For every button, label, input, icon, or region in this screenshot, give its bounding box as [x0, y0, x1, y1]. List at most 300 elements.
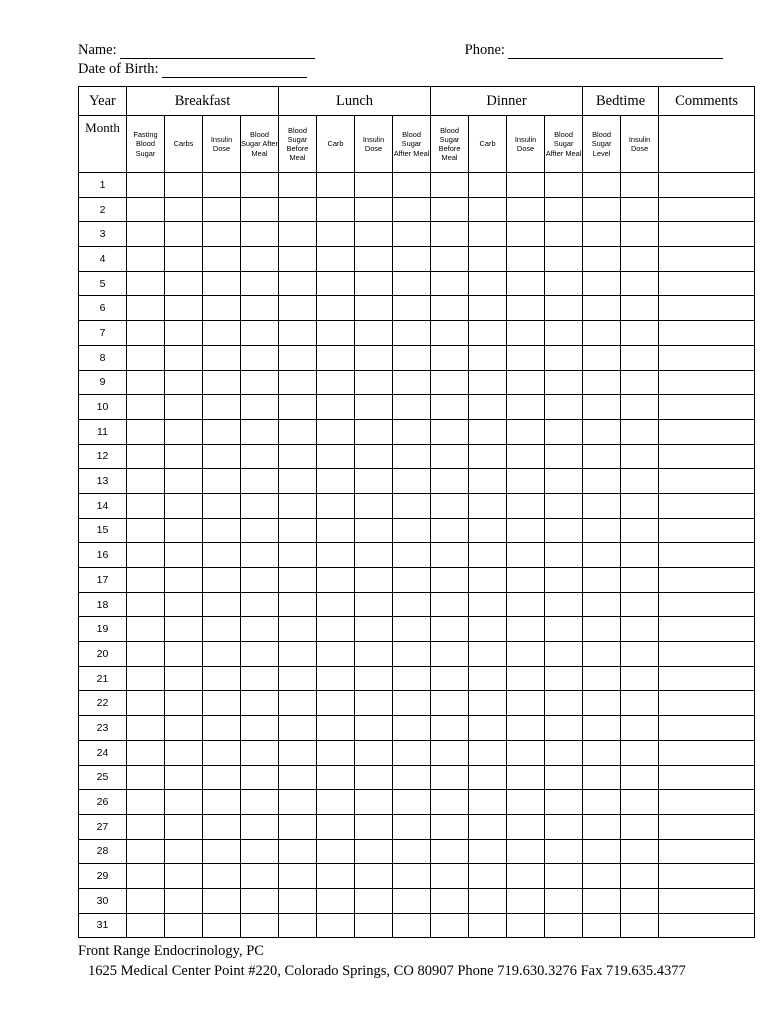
entry-cell[interactable] [241, 395, 279, 420]
entry-cell[interactable] [469, 469, 507, 494]
entry-cell[interactable] [355, 296, 393, 321]
entry-cell[interactable] [583, 444, 621, 469]
entry-cell[interactable] [127, 345, 165, 370]
entry-cell[interactable] [355, 691, 393, 716]
entry-cell[interactable] [583, 642, 621, 667]
entry-cell[interactable] [393, 419, 431, 444]
entry-cell[interactable] [241, 790, 279, 815]
entry-cell[interactable] [393, 864, 431, 889]
phone-input[interactable] [508, 46, 723, 59]
entry-cell[interactable] [241, 469, 279, 494]
entry-cell[interactable] [431, 444, 469, 469]
entry-cell[interactable] [279, 839, 317, 864]
entry-cell[interactable] [203, 345, 241, 370]
entry-cell[interactable] [241, 247, 279, 272]
entry-cell[interactable] [279, 543, 317, 568]
entry-cell[interactable] [241, 321, 279, 346]
entry-cell[interactable] [203, 888, 241, 913]
entry-cell[interactable] [659, 493, 755, 518]
entry-cell[interactable] [659, 913, 755, 938]
entry-cell[interactable] [583, 197, 621, 222]
entry-cell[interactable] [203, 222, 241, 247]
entry-cell[interactable] [279, 592, 317, 617]
entry-cell[interactable] [317, 543, 355, 568]
entry-cell[interactable] [317, 370, 355, 395]
entry-cell[interactable] [545, 493, 583, 518]
entry-cell[interactable] [659, 173, 755, 198]
entry-cell[interactable] [621, 642, 659, 667]
entry-cell[interactable] [507, 395, 545, 420]
entry-cell[interactable] [431, 493, 469, 518]
entry-cell[interactable] [165, 173, 203, 198]
entry-cell[interactable] [431, 666, 469, 691]
entry-cell[interactable] [355, 493, 393, 518]
entry-cell[interactable] [469, 790, 507, 815]
entry-cell[interactable] [241, 222, 279, 247]
entry-cell[interactable] [659, 888, 755, 913]
entry-cell[interactable] [659, 419, 755, 444]
entry-cell[interactable] [583, 222, 621, 247]
entry-cell[interactable] [431, 913, 469, 938]
entry-cell[interactable] [431, 296, 469, 321]
entry-cell[interactable] [355, 444, 393, 469]
entry-cell[interactable] [317, 222, 355, 247]
entry-cell[interactable] [583, 864, 621, 889]
entry-cell[interactable] [583, 839, 621, 864]
entry-cell[interactable] [241, 197, 279, 222]
entry-cell[interactable] [165, 740, 203, 765]
entry-cell[interactable] [165, 691, 203, 716]
entry-cell[interactable] [621, 839, 659, 864]
entry-cell[interactable] [469, 493, 507, 518]
entry-cell[interactable] [355, 345, 393, 370]
entry-cell[interactable] [393, 691, 431, 716]
entry-cell[interactable] [583, 296, 621, 321]
entry-cell[interactable] [165, 543, 203, 568]
entry-cell[interactable] [621, 814, 659, 839]
entry-cell[interactable] [317, 666, 355, 691]
entry-cell[interactable] [431, 173, 469, 198]
entry-cell[interactable] [165, 444, 203, 469]
entry-cell[interactable] [279, 740, 317, 765]
entry-cell[interactable] [469, 173, 507, 198]
entry-cell[interactable] [165, 839, 203, 864]
entry-cell[interactable] [469, 617, 507, 642]
entry-cell[interactable] [469, 888, 507, 913]
entry-cell[interactable] [355, 469, 393, 494]
entry-cell[interactable] [621, 864, 659, 889]
entry-cell[interactable] [165, 888, 203, 913]
entry-cell[interactable] [355, 790, 393, 815]
entry-cell[interactable] [621, 247, 659, 272]
entry-cell[interactable] [393, 296, 431, 321]
entry-cell[interactable] [279, 247, 317, 272]
entry-cell[interactable] [583, 568, 621, 593]
entry-cell[interactable] [583, 345, 621, 370]
entry-cell[interactable] [431, 321, 469, 346]
entry-cell[interactable] [469, 592, 507, 617]
entry-cell[interactable] [165, 395, 203, 420]
entry-cell[interactable] [621, 395, 659, 420]
entry-cell[interactable] [583, 321, 621, 346]
entry-cell[interactable] [279, 321, 317, 346]
entry-cell[interactable] [659, 345, 755, 370]
entry-cell[interactable] [393, 592, 431, 617]
entry-cell[interactable] [317, 617, 355, 642]
entry-cell[interactable] [317, 493, 355, 518]
entry-cell[interactable] [241, 543, 279, 568]
entry-cell[interactable] [165, 197, 203, 222]
entry-cell[interactable] [545, 814, 583, 839]
entry-cell[interactable] [203, 543, 241, 568]
entry-cell[interactable] [507, 814, 545, 839]
entry-cell[interactable] [317, 345, 355, 370]
entry-cell[interactable] [355, 864, 393, 889]
entry-cell[interactable] [507, 617, 545, 642]
entry-cell[interactable] [393, 716, 431, 741]
entry-cell[interactable] [241, 691, 279, 716]
entry-cell[interactable] [127, 864, 165, 889]
entry-cell[interactable] [165, 493, 203, 518]
entry-cell[interactable] [545, 642, 583, 667]
entry-cell[interactable] [203, 666, 241, 691]
entry-cell[interactable] [393, 543, 431, 568]
entry-cell[interactable] [659, 617, 755, 642]
entry-cell[interactable] [545, 543, 583, 568]
entry-cell[interactable] [431, 888, 469, 913]
entry-cell[interactable] [203, 814, 241, 839]
entry-cell[interactable] [127, 518, 165, 543]
entry-cell[interactable] [355, 247, 393, 272]
entry-cell[interactable] [583, 173, 621, 198]
entry-cell[interactable] [431, 543, 469, 568]
entry-cell[interactable] [545, 568, 583, 593]
entry-cell[interactable] [165, 568, 203, 593]
entry-cell[interactable] [393, 271, 431, 296]
entry-cell[interactable] [393, 345, 431, 370]
entry-cell[interactable] [583, 666, 621, 691]
entry-cell[interactable] [279, 716, 317, 741]
entry-cell[interactable] [507, 370, 545, 395]
entry-cell[interactable] [507, 173, 545, 198]
entry-cell[interactable] [507, 543, 545, 568]
entry-cell[interactable] [279, 617, 317, 642]
entry-cell[interactable] [355, 642, 393, 667]
entry-cell[interactable] [621, 790, 659, 815]
entry-cell[interactable] [241, 913, 279, 938]
entry-cell[interactable] [127, 592, 165, 617]
entry-cell[interactable] [431, 740, 469, 765]
entry-cell[interactable] [621, 296, 659, 321]
entry-cell[interactable] [431, 765, 469, 790]
entry-cell[interactable] [241, 740, 279, 765]
entry-cell[interactable] [469, 444, 507, 469]
entry-cell[interactable] [545, 271, 583, 296]
entry-cell[interactable] [203, 617, 241, 642]
entry-cell[interactable] [659, 395, 755, 420]
entry-cell[interactable] [469, 691, 507, 716]
entry-cell[interactable] [203, 444, 241, 469]
entry-cell[interactable] [621, 345, 659, 370]
entry-cell[interactable] [393, 666, 431, 691]
entry-cell[interactable] [431, 469, 469, 494]
entry-cell[interactable] [507, 493, 545, 518]
entry-cell[interactable] [507, 913, 545, 938]
entry-cell[interactable] [355, 271, 393, 296]
entry-cell[interactable] [127, 247, 165, 272]
entry-cell[interactable] [507, 296, 545, 321]
entry-cell[interactable] [545, 888, 583, 913]
entry-cell[interactable] [203, 469, 241, 494]
entry-cell[interactable] [127, 296, 165, 321]
entry-cell[interactable] [165, 419, 203, 444]
entry-cell[interactable] [393, 493, 431, 518]
entry-cell[interactable] [355, 740, 393, 765]
entry-cell[interactable] [393, 568, 431, 593]
entry-cell[interactable] [469, 321, 507, 346]
entry-cell[interactable] [165, 271, 203, 296]
entry-cell[interactable] [279, 493, 317, 518]
entry-cell[interactable] [165, 222, 203, 247]
entry-cell[interactable] [583, 469, 621, 494]
entry-cell[interactable] [203, 568, 241, 593]
entry-cell[interactable] [431, 568, 469, 593]
entry-cell[interactable] [545, 370, 583, 395]
entry-cell[interactable] [317, 173, 355, 198]
entry-cell[interactable] [317, 518, 355, 543]
entry-cell[interactable] [621, 543, 659, 568]
entry-cell[interactable] [659, 518, 755, 543]
entry-cell[interactable] [545, 247, 583, 272]
entry-cell[interactable] [431, 642, 469, 667]
entry-cell[interactable] [241, 864, 279, 889]
entry-cell[interactable] [203, 740, 241, 765]
entry-cell[interactable] [545, 345, 583, 370]
entry-cell[interactable] [469, 740, 507, 765]
entry-cell[interactable] [203, 913, 241, 938]
entry-cell[interactable] [127, 740, 165, 765]
entry-cell[interactable] [545, 296, 583, 321]
entry-cell[interactable] [507, 888, 545, 913]
entry-cell[interactable] [165, 765, 203, 790]
entry-cell[interactable] [583, 271, 621, 296]
entry-cell[interactable] [621, 222, 659, 247]
entry-cell[interactable] [469, 814, 507, 839]
entry-cell[interactable] [241, 370, 279, 395]
entry-cell[interactable] [203, 271, 241, 296]
entry-cell[interactable] [659, 765, 755, 790]
entry-cell[interactable] [203, 321, 241, 346]
entry-cell[interactable] [165, 247, 203, 272]
entry-cell[interactable] [469, 913, 507, 938]
entry-cell[interactable] [545, 666, 583, 691]
entry-cell[interactable] [165, 666, 203, 691]
entry-cell[interactable] [279, 419, 317, 444]
entry-cell[interactable] [127, 419, 165, 444]
entry-cell[interactable] [583, 493, 621, 518]
entry-cell[interactable] [279, 518, 317, 543]
entry-cell[interactable] [659, 271, 755, 296]
entry-cell[interactable] [317, 419, 355, 444]
entry-cell[interactable] [545, 913, 583, 938]
entry-cell[interactable] [621, 271, 659, 296]
entry-cell[interactable] [355, 765, 393, 790]
entry-cell[interactable] [469, 395, 507, 420]
entry-cell[interactable] [507, 222, 545, 247]
entry-cell[interactable] [241, 173, 279, 198]
entry-cell[interactable] [507, 716, 545, 741]
entry-cell[interactable] [241, 419, 279, 444]
entry-cell[interactable] [659, 642, 755, 667]
entry-cell[interactable] [355, 543, 393, 568]
entry-cell[interactable] [393, 469, 431, 494]
entry-cell[interactable] [165, 642, 203, 667]
entry-cell[interactable] [507, 691, 545, 716]
entry-cell[interactable] [393, 642, 431, 667]
entry-cell[interactable] [621, 666, 659, 691]
entry-cell[interactable] [355, 321, 393, 346]
entry-cell[interactable] [279, 568, 317, 593]
entry-cell[interactable] [355, 222, 393, 247]
entry-cell[interactable] [127, 271, 165, 296]
entry-cell[interactable] [659, 222, 755, 247]
entry-cell[interactable] [241, 296, 279, 321]
entry-cell[interactable] [317, 321, 355, 346]
entry-cell[interactable] [317, 444, 355, 469]
entry-cell[interactable] [279, 296, 317, 321]
entry-cell[interactable] [659, 592, 755, 617]
entry-cell[interactable] [317, 814, 355, 839]
entry-cell[interactable] [393, 222, 431, 247]
entry-cell[interactable] [583, 419, 621, 444]
entry-cell[interactable] [317, 913, 355, 938]
entry-cell[interactable] [355, 518, 393, 543]
entry-cell[interactable] [393, 395, 431, 420]
entry-cell[interactable] [393, 444, 431, 469]
entry-cell[interactable] [165, 370, 203, 395]
entry-cell[interactable] [127, 913, 165, 938]
entry-cell[interactable] [545, 617, 583, 642]
entry-cell[interactable] [279, 814, 317, 839]
entry-cell[interactable] [241, 345, 279, 370]
entry-cell[interactable] [203, 716, 241, 741]
entry-cell[interactable] [583, 543, 621, 568]
entry-cell[interactable] [241, 493, 279, 518]
entry-cell[interactable] [659, 666, 755, 691]
entry-cell[interactable] [659, 197, 755, 222]
entry-cell[interactable] [393, 790, 431, 815]
entry-cell[interactable] [317, 839, 355, 864]
entry-cell[interactable] [621, 913, 659, 938]
entry-cell[interactable] [241, 592, 279, 617]
entry-cell[interactable] [203, 296, 241, 321]
entry-cell[interactable] [431, 247, 469, 272]
entry-cell[interactable] [241, 814, 279, 839]
entry-cell[interactable] [203, 765, 241, 790]
entry-cell[interactable] [507, 197, 545, 222]
entry-cell[interactable] [355, 814, 393, 839]
entry-cell[interactable] [279, 765, 317, 790]
entry-cell[interactable] [659, 839, 755, 864]
entry-cell[interactable] [355, 839, 393, 864]
entry-cell[interactable] [241, 642, 279, 667]
entry-cell[interactable] [621, 173, 659, 198]
entry-cell[interactable] [469, 419, 507, 444]
entry-cell[interactable] [583, 691, 621, 716]
entry-cell[interactable] [165, 913, 203, 938]
entry-cell[interactable] [355, 568, 393, 593]
entry-cell[interactable] [431, 197, 469, 222]
entry-cell[interactable] [545, 222, 583, 247]
entry-cell[interactable] [507, 740, 545, 765]
entry-cell[interactable] [469, 568, 507, 593]
entry-cell[interactable] [279, 271, 317, 296]
entry-cell[interactable] [545, 592, 583, 617]
entry-cell[interactable] [545, 444, 583, 469]
entry-cell[interactable] [659, 469, 755, 494]
entry-cell[interactable] [621, 419, 659, 444]
entry-cell[interactable] [431, 345, 469, 370]
entry-cell[interactable] [393, 765, 431, 790]
entry-cell[interactable] [507, 765, 545, 790]
entry-cell[interactable] [431, 864, 469, 889]
entry-cell[interactable] [583, 740, 621, 765]
entry-cell[interactable] [507, 518, 545, 543]
entry-cell[interactable] [431, 691, 469, 716]
entry-cell[interactable] [621, 617, 659, 642]
entry-cell[interactable] [165, 296, 203, 321]
entry-cell[interactable] [621, 469, 659, 494]
entry-cell[interactable] [279, 691, 317, 716]
entry-cell[interactable] [279, 173, 317, 198]
entry-cell[interactable] [165, 345, 203, 370]
entry-cell[interactable] [317, 864, 355, 889]
entry-cell[interactable] [355, 666, 393, 691]
entry-cell[interactable] [507, 247, 545, 272]
entry-cell[interactable] [431, 814, 469, 839]
entry-cell[interactable] [469, 197, 507, 222]
entry-cell[interactable] [127, 617, 165, 642]
entry-cell[interactable] [583, 370, 621, 395]
entry-cell[interactable] [393, 839, 431, 864]
entry-cell[interactable] [127, 321, 165, 346]
entry-cell[interactable] [659, 814, 755, 839]
entry-cell[interactable] [165, 716, 203, 741]
entry-cell[interactable] [621, 740, 659, 765]
entry-cell[interactable] [203, 790, 241, 815]
entry-cell[interactable] [241, 888, 279, 913]
entry-cell[interactable] [507, 345, 545, 370]
entry-cell[interactable] [393, 173, 431, 198]
entry-cell[interactable] [355, 617, 393, 642]
entry-cell[interactable] [393, 617, 431, 642]
entry-cell[interactable] [469, 518, 507, 543]
entry-cell[interactable] [317, 592, 355, 617]
entry-cell[interactable] [469, 247, 507, 272]
entry-cell[interactable] [583, 765, 621, 790]
entry-cell[interactable] [317, 765, 355, 790]
entry-cell[interactable] [507, 864, 545, 889]
entry-cell[interactable] [279, 345, 317, 370]
entry-cell[interactable] [355, 173, 393, 198]
entry-cell[interactable] [545, 691, 583, 716]
entry-cell[interactable] [165, 592, 203, 617]
entry-cell[interactable] [659, 691, 755, 716]
entry-cell[interactable] [127, 493, 165, 518]
entry-cell[interactable] [545, 839, 583, 864]
entry-cell[interactable] [507, 790, 545, 815]
entry-cell[interactable] [317, 568, 355, 593]
